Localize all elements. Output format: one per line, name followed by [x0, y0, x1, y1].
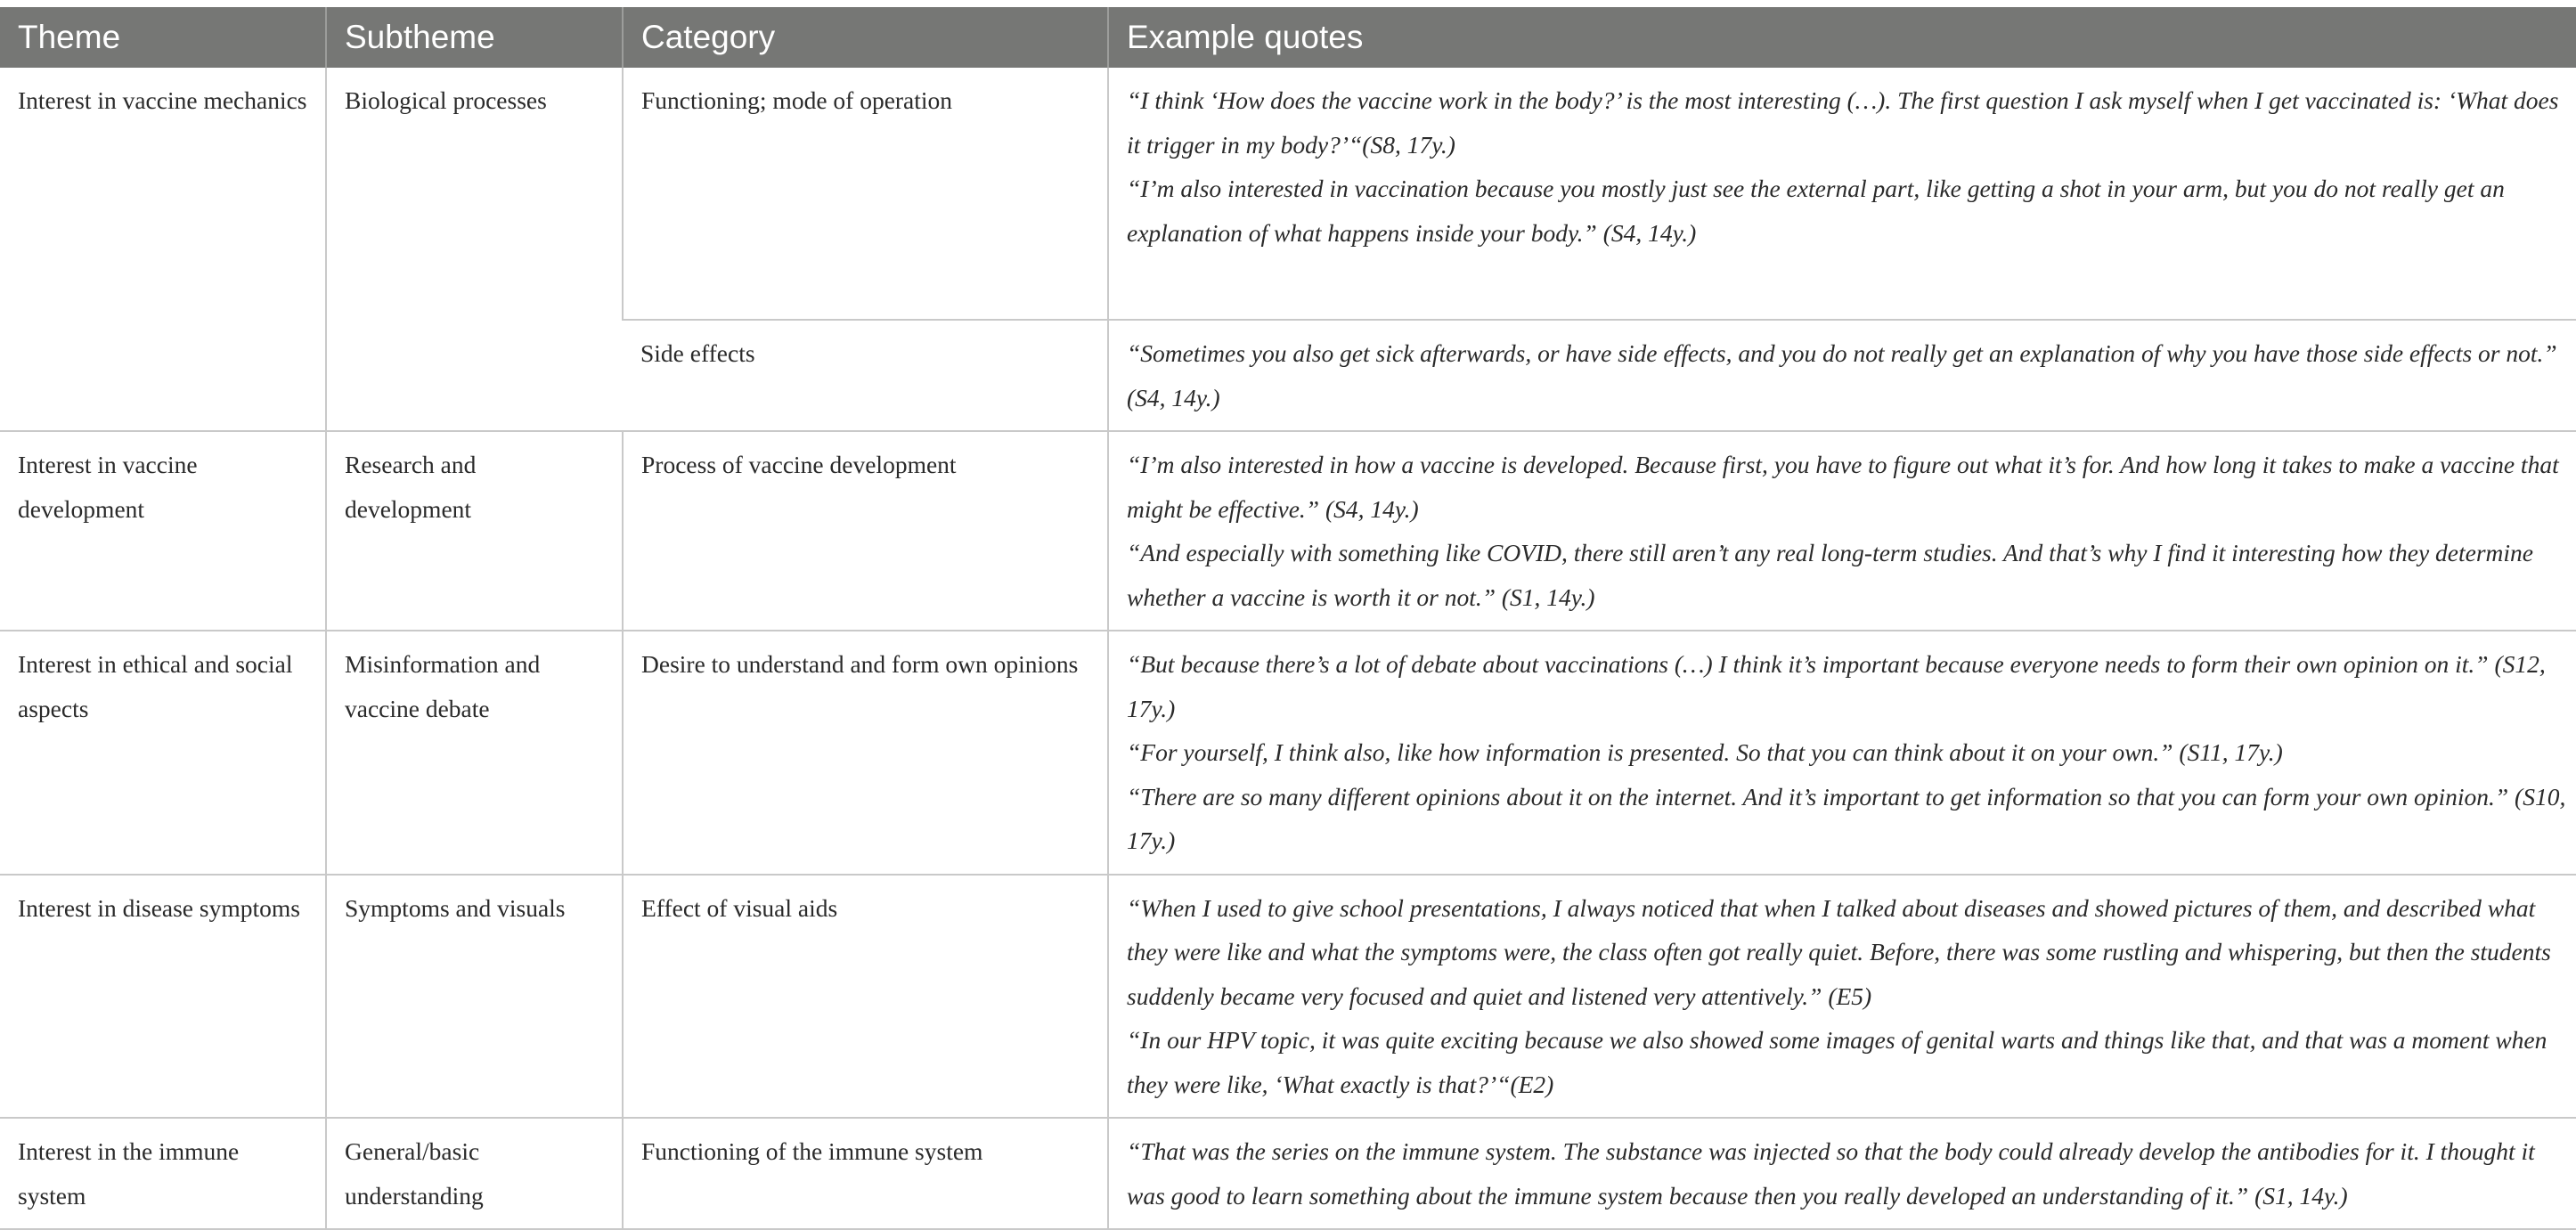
- header-row: [0, 7, 2576, 68]
- category-cell: Desire to understand and form own opinions: [623, 631, 1108, 875]
- quotes-cell: [1108, 631, 2576, 875]
- table-body: [0, 68, 2576, 1229]
- theme-cell: Interest in disease symptoms: [0, 875, 326, 1119]
- subtheme-cell: Symptoms and visuals: [326, 875, 623, 1119]
- theme-cell: Interest in vaccine development: [0, 431, 326, 631]
- table-row: [0, 1118, 2576, 1229]
- quote-text: “That was the series on the immune system. The substance was injected so that the body could already develop the antibodies for it. I thought it was good to learn something about the immune system because then you really developed an understanding of it.” (S1, 14y.): [1127, 1137, 2535, 1210]
- quote-text: “For yourself, I think also, like how information is presented. So that you can think about it on your own.” (S11, 17y.): [1127, 738, 2283, 766]
- table-header: [0, 7, 2576, 68]
- table-row: [0, 875, 2576, 1119]
- themes-table: [0, 7, 2576, 1230]
- theme-cell: Interest in vaccine mechanics: [0, 68, 326, 431]
- quotes-cell: [1108, 431, 2576, 631]
- subtheme-cell: Biological processes: [326, 68, 623, 431]
- quotes-cell: [1108, 1118, 2576, 1229]
- header-theme: Theme: [0, 7, 326, 68]
- category-cell: Effect of visual aids: [623, 875, 1108, 1119]
- table-row: [0, 68, 2576, 320]
- subtheme-cell: General/basic understanding: [326, 1118, 623, 1229]
- quote-text: “Sometimes you also get sick afterwards, or have side effects, and you do not really get an explanation of why you have those side effects or not.” (S4, 14y.): [1127, 339, 2557, 411]
- category-cell: Functioning; mode of operation: [623, 68, 1108, 320]
- quote-text: “When I used to give school presentations, I always noticed that when I talked about diseases and showed pictures of them, and described what they were like and what the symptoms were, the class often got really quiet. Before, there was some rustling and whispering, but then the students suddenly became very focused and quiet and listened very attentively.” (E5): [1127, 893, 2551, 1010]
- header-category: Category: [623, 7, 1108, 68]
- quote-text: “But because there’s a lot of debate about vaccinations (…) I think it’s important because everyone needs to form their own opinion on it.” (S12, 17y.): [1127, 650, 2546, 722]
- quote-text: “I’m also interested in vaccination because you mostly just see the external part, like getting a shot in your arm, but you do not really get an explanation of what happens inside your body.” (S4, 14y.): [1127, 175, 2505, 247]
- subtheme-cell: Misinformation and vaccine debate: [326, 631, 623, 875]
- themes-table-container: [0, 7, 2576, 1230]
- quotes-cell: [1108, 320, 2576, 431]
- quotes-cell: [1108, 875, 2576, 1119]
- table-row: [0, 431, 2576, 631]
- quotes-cell: [1108, 68, 2576, 320]
- quote-text: “And especially with something like COVID, there still aren’t any real long-term studies. And that’s why I find it interesting how they determine whether a vaccine is worth it or not.” (S1, 14y.): [1127, 539, 2534, 611]
- category-cell: Process of vaccine development: [623, 431, 1108, 631]
- header-example-quotes: Example quotes: [1108, 7, 2576, 68]
- header-subtheme: Subtheme: [326, 7, 623, 68]
- quote-text: “I’m also interested in how a vaccine is developed. Because first, you have to figure out what it’s for. And how long it takes to make a vaccine that might be effective.” (S4, 14y.): [1127, 451, 2559, 523]
- category-cell: Side effects: [623, 320, 1108, 431]
- quote-text: “In our HPV topic, it was quite exciting because we also showed some images of genital warts and things like that, and that was a moment when they were like, ‘What exactly is that?’“(E2): [1127, 1026, 2547, 1098]
- table-row: [0, 631, 2576, 875]
- quote-text: “I think ‘How does the vaccine work in the body?’ is the most interesting (…). The first question I ask myself when I get vaccinated is: ‘What does it trigger in my body?’“(S8, 17y.): [1127, 86, 2559, 159]
- subtheme-cell: Research and development: [326, 431, 623, 631]
- theme-cell: Interest in ethical and social aspects: [0, 631, 326, 875]
- theme-cell: Interest in the immune system: [0, 1118, 326, 1229]
- quote-text: “There are so many different opinions about it on the internet. And it’s important to get information so that you can form your own opinion.” (S10, 17y.): [1127, 782, 2566, 854]
- category-cell: Functioning of the immune system: [623, 1118, 1108, 1229]
